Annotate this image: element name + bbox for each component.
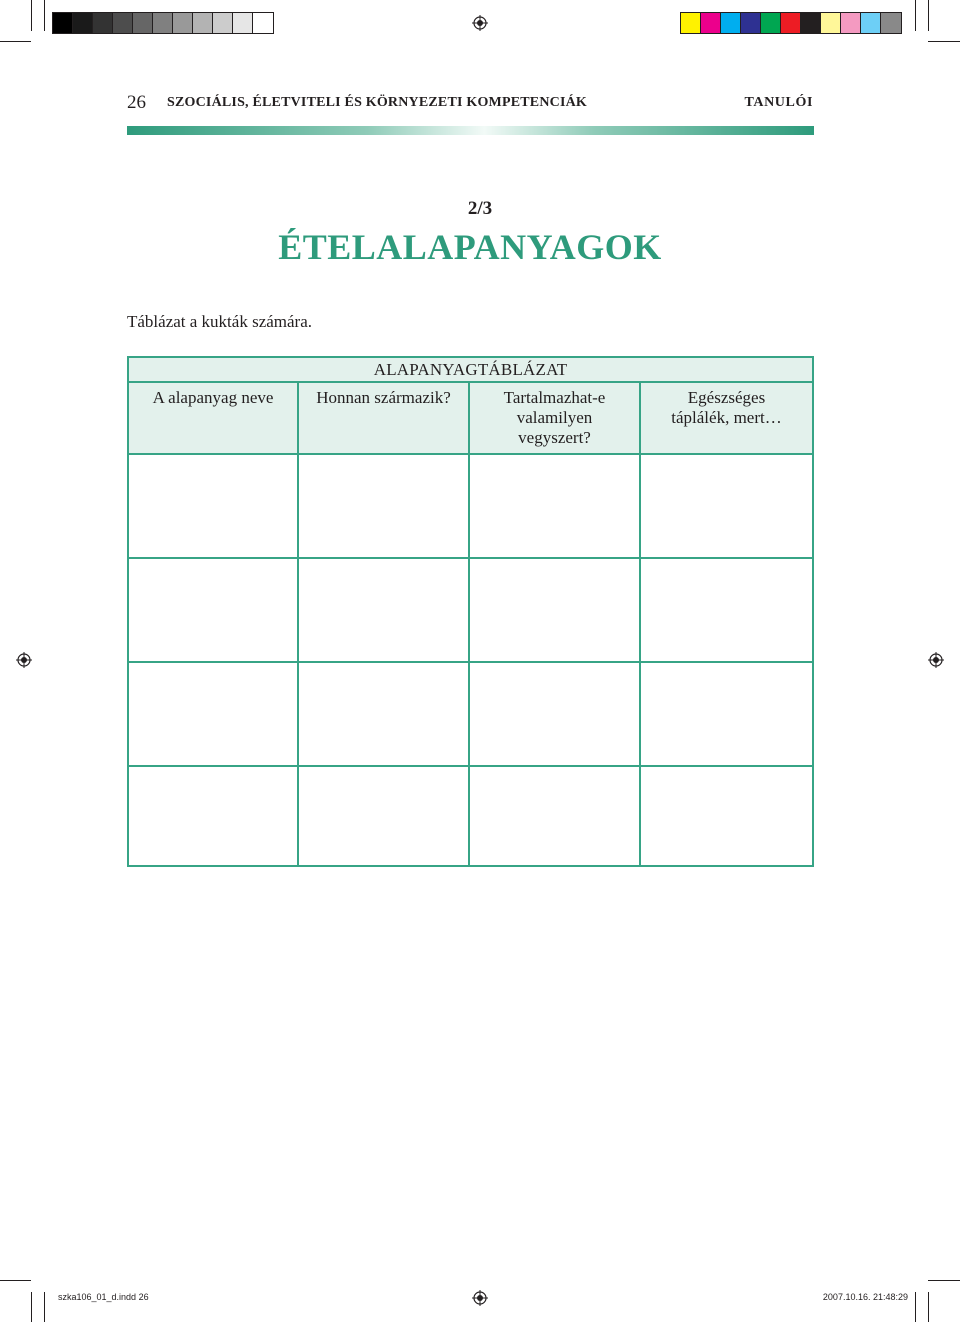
color-swatch-strip bbox=[680, 12, 902, 34]
table-cell-input[interactable] bbox=[641, 767, 810, 869]
crop-mark bbox=[928, 0, 929, 31]
table-cell-input[interactable] bbox=[299, 663, 468, 765]
color-swatch bbox=[113, 13, 133, 33]
timestamp-slug: 2007.10.16. 21:48:29 bbox=[822, 1292, 908, 1302]
color-swatch bbox=[681, 13, 701, 33]
color-swatch bbox=[193, 13, 213, 33]
table-cell-input[interactable] bbox=[299, 767, 468, 869]
table-cell-input[interactable] bbox=[129, 559, 297, 661]
color-swatch bbox=[253, 13, 273, 33]
running-header bbox=[127, 90, 813, 118]
header-gradient-bar bbox=[127, 126, 814, 135]
color-swatch bbox=[761, 13, 781, 33]
color-swatch bbox=[701, 13, 721, 33]
color-swatch bbox=[841, 13, 861, 33]
running-section-label: TANULÓI bbox=[744, 95, 813, 110]
table-cell-input[interactable] bbox=[299, 559, 468, 661]
column-header: Honnan származik? bbox=[299, 383, 468, 453]
page-number: 26 bbox=[127, 92, 146, 113]
color-swatch bbox=[233, 13, 253, 33]
color-swatch bbox=[53, 13, 73, 33]
color-swatch bbox=[153, 13, 173, 33]
file-slug: szka106_01_d.indd 26 bbox=[58, 1292, 149, 1302]
table-cell-input[interactable] bbox=[470, 559, 639, 661]
color-swatch bbox=[741, 13, 761, 33]
ingredient-table bbox=[127, 356, 814, 867]
table-cell-input[interactable] bbox=[129, 455, 297, 557]
crop-mark bbox=[928, 41, 960, 42]
table-title: ALAPANYAGTÁBLÁZAT bbox=[129, 358, 812, 383]
crop-mark bbox=[31, 0, 32, 31]
color-swatch bbox=[133, 13, 153, 33]
crop-mark bbox=[928, 1292, 929, 1322]
color-swatch bbox=[881, 13, 901, 33]
table-cell-input[interactable] bbox=[470, 767, 639, 869]
section-number: 2/3 bbox=[467, 198, 493, 219]
color-swatch bbox=[173, 13, 193, 33]
color-swatch bbox=[801, 13, 821, 33]
column-header: A alapanyag neve bbox=[129, 383, 297, 453]
crop-mark bbox=[44, 1292, 45, 1322]
gray-swatch-strip bbox=[52, 12, 274, 34]
running-title: SZOCIÁLIS, ÉLETVITELI ÉS KÖRNYEZETI KOMPETENCIÁK bbox=[167, 95, 587, 110]
crop-mark bbox=[915, 1292, 916, 1322]
column-header: Tartalmazhat-e valamilyen vegyszert? bbox=[470, 383, 639, 453]
color-swatch bbox=[781, 13, 801, 33]
crop-mark bbox=[31, 1292, 32, 1322]
color-swatch bbox=[213, 13, 233, 33]
crop-mark bbox=[915, 0, 916, 31]
table-cell-input[interactable] bbox=[299, 455, 468, 557]
table-cell-input[interactable] bbox=[641, 663, 810, 765]
crop-mark bbox=[0, 1280, 31, 1281]
color-swatch bbox=[821, 13, 841, 33]
table-cell-input[interactable] bbox=[129, 767, 297, 869]
table-cell-input[interactable] bbox=[641, 559, 810, 661]
color-swatch bbox=[861, 13, 881, 33]
table-cell-input[interactable] bbox=[641, 455, 810, 557]
page-title: ÉTELALAPANYAGOK bbox=[278, 227, 662, 267]
table-cell-input[interactable] bbox=[470, 455, 639, 557]
registration-mark-icon bbox=[16, 652, 32, 668]
color-swatch bbox=[721, 13, 741, 33]
table-cell-input[interactable] bbox=[129, 663, 297, 765]
crop-mark bbox=[0, 41, 31, 42]
intro-text: Táblázat a kukták számára. bbox=[127, 312, 313, 331]
crop-mark bbox=[44, 0, 45, 31]
crop-mark bbox=[928, 1280, 960, 1281]
registration-mark-icon bbox=[928, 652, 944, 668]
table-cell-input[interactable] bbox=[470, 663, 639, 765]
column-header: Egészséges táplálék, mert… bbox=[641, 383, 812, 453]
registration-mark-icon bbox=[472, 1290, 488, 1306]
registration-mark-icon bbox=[472, 15, 488, 31]
color-swatch bbox=[93, 13, 113, 33]
color-swatch bbox=[73, 13, 93, 33]
